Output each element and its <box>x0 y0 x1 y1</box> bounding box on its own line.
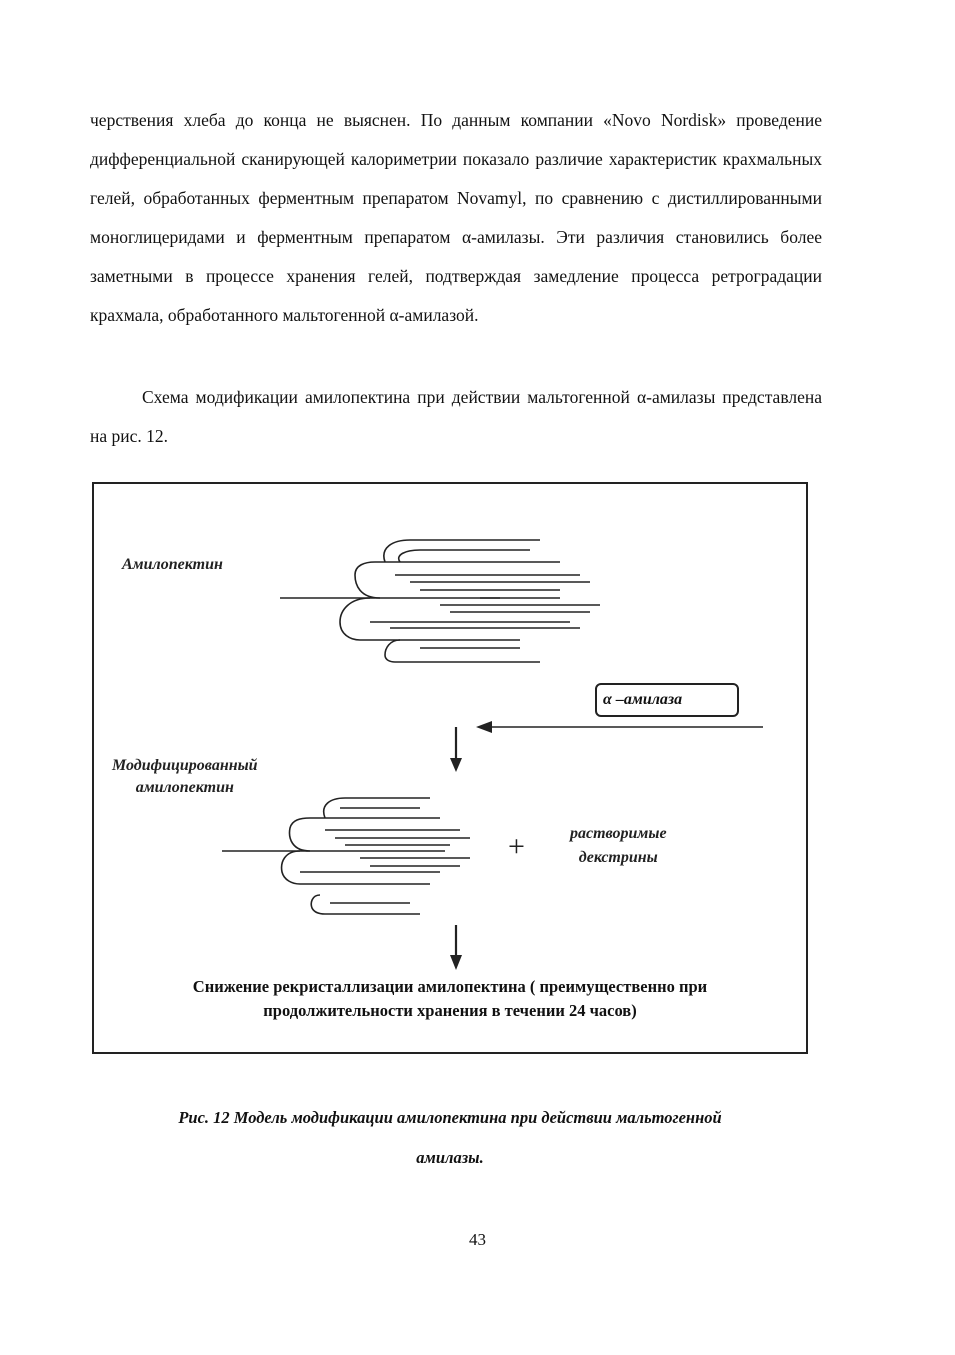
enzyme-label-box <box>595 683 739 717</box>
result-text: Снижение рекристаллизации амилопектина ( преимущественно при продолжительности хранения в течении 24 часов) <box>192 977 708 1020</box>
label-dextrins-line2: декстрины <box>578 849 658 866</box>
label-dextrins-line1: растворимые <box>570 825 667 842</box>
label-modified-line1: Модифицированный <box>112 757 258 774</box>
enzyme-label: α –амилаза <box>603 691 683 708</box>
body-paragraph-1: черствения хлеба до конца не выяснен. По данным компании «Novo Nordisk» проведение дифференциальной сканирующей калориметрии показало различие характеристик крахмальных гелей, обработанных ферментным препаратом Novamyl, по сравнению с дистиллированными моноглицеридами и ферментным препаратом α-амилазы. Эти различия становились более заметными в процессе хранения гелей, подтверждая замедление процесса ретроградации крахмала, обработанного мальтогенной α-амилазой. <box>90 110 822 325</box>
caption-line1: Рис. 12 Модель модификации амилопектина при действии мальтогенной <box>178 1108 722 1127</box>
plus-sign: + <box>508 830 525 863</box>
enzyme-arrow-head <box>476 721 492 733</box>
down-arrow-1-head <box>450 758 462 772</box>
label-soluble-dextrins <box>570 822 667 870</box>
label-modified-amylopectin <box>112 755 258 799</box>
page-number: 43 <box>469 1230 486 1249</box>
label-modified-line2: амилопектин <box>135 779 234 796</box>
caption-line2: амилазы. <box>416 1148 484 1167</box>
label-amylopectin: Амилопектин <box>122 556 223 573</box>
figure-caption <box>100 1098 800 1178</box>
down-arrow-2-head <box>450 955 462 970</box>
modified-amylopectin-structure <box>222 798 470 914</box>
amylopectin-structure <box>280 540 600 662</box>
body-paragraph-2: Схема модификации амилопектина при действии мальтогенной α-амилазы представлена на рис. 12. <box>90 387 822 446</box>
